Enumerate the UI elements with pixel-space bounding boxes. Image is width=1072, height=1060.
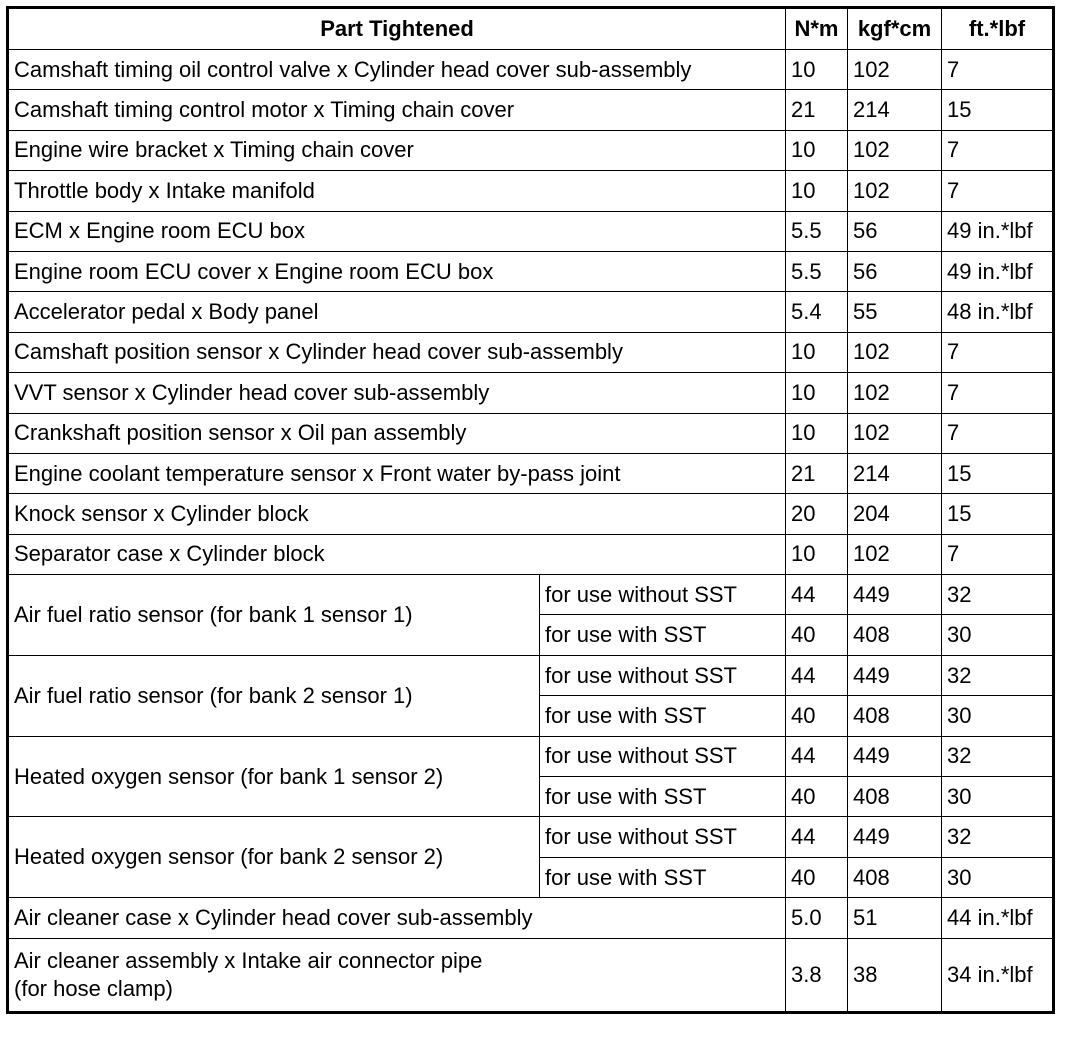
part-cell: Crankshaft position sensor x Oil pan assembly <box>8 413 786 453</box>
table-row <box>8 575 1054 615</box>
ftlbf-cell: 48 in.*lbf <box>942 292 1054 332</box>
table-row <box>8 332 1054 372</box>
part-cell: Engine wire bracket x Timing chain cover <box>8 130 786 170</box>
table-row <box>8 494 1054 534</box>
ftlbf-cell: 34 in.*lbf <box>942 938 1054 1012</box>
nm-cell: 44 <box>786 655 848 695</box>
kgfcm-cell: 449 <box>848 817 942 857</box>
part-cell: Separator case x Cylinder block <box>8 534 786 574</box>
ftlbf-cell: 32 <box>942 575 1054 615</box>
nm-cell: 10 <box>786 332 848 372</box>
table-row <box>8 90 1054 130</box>
kgfcm-cell: 102 <box>848 332 942 372</box>
nm-cell: 10 <box>786 534 848 574</box>
header-nm: N*m <box>786 8 848 50</box>
ftlbf-cell: 30 <box>942 615 1054 655</box>
ftlbf-cell: 15 <box>942 494 1054 534</box>
table-row <box>8 373 1054 413</box>
part-cell: Engine coolant temperature sensor x Front water by-pass joint <box>8 453 786 493</box>
kgfcm-cell: 204 <box>848 494 942 534</box>
condition-cell: for use without SST <box>540 655 786 695</box>
table-row <box>8 171 1054 211</box>
header-part-tightened: Part Tightened <box>8 8 786 50</box>
table-row <box>8 736 1054 776</box>
kgfcm-cell: 55 <box>848 292 942 332</box>
table-row <box>8 453 1054 493</box>
part-cell: Camshaft timing control motor x Timing chain cover <box>8 90 786 130</box>
nm-cell: 40 <box>786 615 848 655</box>
table-row <box>8 251 1054 291</box>
ftlbf-cell: 7 <box>942 171 1054 211</box>
nm-cell: 10 <box>786 130 848 170</box>
nm-cell: 5.5 <box>786 211 848 251</box>
table-row <box>8 938 1054 1012</box>
condition-cell: for use without SST <box>540 575 786 615</box>
part-cell: Air fuel ratio sensor (for bank 2 sensor 1) <box>8 655 540 736</box>
ftlbf-cell: 7 <box>942 50 1054 90</box>
nm-cell: 10 <box>786 171 848 211</box>
nm-cell: 5.0 <box>786 898 848 938</box>
part-cell: Air fuel ratio sensor (for bank 1 sensor 1) <box>8 575 540 656</box>
kgfcm-cell: 102 <box>848 171 942 211</box>
nm-cell: 44 <box>786 575 848 615</box>
condition-cell: for use with SST <box>540 615 786 655</box>
ftlbf-cell: 49 in.*lbf <box>942 211 1054 251</box>
kgfcm-cell: 449 <box>848 575 942 615</box>
part-line-2: (for hose clamp) <box>14 975 173 1001</box>
header-kgfcm: kgf*cm <box>848 8 942 50</box>
ftlbf-cell: 15 <box>942 453 1054 493</box>
part-cell: Heated oxygen sensor (for bank 2 sensor 2) <box>8 817 540 898</box>
ftlbf-cell: 7 <box>942 534 1054 574</box>
part-cell <box>8 938 786 1012</box>
part-cell: Engine room ECU cover x Engine room ECU box <box>8 251 786 291</box>
ftlbf-cell: 44 in.*lbf <box>942 898 1054 938</box>
ftlbf-cell: 30 <box>942 777 1054 817</box>
condition-cell: for use without SST <box>540 817 786 857</box>
nm-cell: 40 <box>786 777 848 817</box>
kgfcm-cell: 56 <box>848 211 942 251</box>
nm-cell: 5.4 <box>786 292 848 332</box>
ftlbf-cell: 7 <box>942 130 1054 170</box>
condition-cell: for use with SST <box>540 857 786 897</box>
part-cell: Accelerator pedal x Body panel <box>8 292 786 332</box>
ftlbf-cell: 30 <box>942 857 1054 897</box>
ftlbf-cell: 7 <box>942 373 1054 413</box>
ftlbf-cell: 7 <box>942 332 1054 372</box>
nm-cell: 10 <box>786 373 848 413</box>
nm-cell: 21 <box>786 90 848 130</box>
table-row <box>8 211 1054 251</box>
table-row <box>8 655 1054 695</box>
table-row <box>8 50 1054 90</box>
kgfcm-cell: 38 <box>848 938 942 1012</box>
part-line-1: Air cleaner assembly x Intake air connector pipe <box>14 947 483 973</box>
part-cell: Heated oxygen sensor (for bank 1 sensor 2) <box>8 736 540 817</box>
ftlbf-cell: 49 in.*lbf <box>942 251 1054 291</box>
kgfcm-cell: 408 <box>848 777 942 817</box>
table-row <box>8 817 1054 857</box>
part-cell: Camshaft timing oil control valve x Cylinder head cover sub-assembly <box>8 50 786 90</box>
kgfcm-cell: 449 <box>848 736 942 776</box>
kgfcm-cell: 102 <box>848 373 942 413</box>
kgfcm-cell: 214 <box>848 453 942 493</box>
ftlbf-cell: 15 <box>942 90 1054 130</box>
nm-cell: 10 <box>786 50 848 90</box>
kgfcm-cell: 449 <box>848 655 942 695</box>
nm-cell: 3.8 <box>786 938 848 1012</box>
ftlbf-cell: 32 <box>942 817 1054 857</box>
ftlbf-cell: 32 <box>942 655 1054 695</box>
nm-cell: 20 <box>786 494 848 534</box>
header-ftlbf: ft.*lbf <box>942 8 1054 50</box>
ftlbf-cell: 7 <box>942 413 1054 453</box>
part-cell: Throttle body x Intake manifold <box>8 171 786 211</box>
nm-cell: 44 <box>786 736 848 776</box>
condition-cell: for use with SST <box>540 777 786 817</box>
table-row <box>8 292 1054 332</box>
kgfcm-cell: 102 <box>848 413 942 453</box>
kgfcm-cell: 408 <box>848 696 942 736</box>
ftlbf-cell: 30 <box>942 696 1054 736</box>
condition-cell: for use without SST <box>540 736 786 776</box>
nm-cell: 40 <box>786 857 848 897</box>
table-row <box>8 534 1054 574</box>
kgfcm-cell: 408 <box>848 615 942 655</box>
part-cell: VVT sensor x Cylinder head cover sub-assembly <box>8 373 786 413</box>
kgfcm-cell: 102 <box>848 534 942 574</box>
kgfcm-cell: 102 <box>848 50 942 90</box>
nm-cell: 40 <box>786 696 848 736</box>
table-body <box>8 50 1054 1013</box>
condition-cell: for use with SST <box>540 696 786 736</box>
table-row <box>8 413 1054 453</box>
ftlbf-cell: 32 <box>942 736 1054 776</box>
kgfcm-cell: 214 <box>848 90 942 130</box>
table-row <box>8 898 1054 938</box>
kgfcm-cell: 102 <box>848 130 942 170</box>
part-cell: Knock sensor x Cylinder block <box>8 494 786 534</box>
part-cell: ECM x Engine room ECU box <box>8 211 786 251</box>
table-header-row <box>8 8 1054 50</box>
nm-cell: 44 <box>786 817 848 857</box>
kgfcm-cell: 408 <box>848 857 942 897</box>
kgfcm-cell: 51 <box>848 898 942 938</box>
nm-cell: 5.5 <box>786 251 848 291</box>
nm-cell: 10 <box>786 413 848 453</box>
table-row <box>8 130 1054 170</box>
torque-spec-table <box>6 6 1055 1014</box>
part-cell: Camshaft position sensor x Cylinder head cover sub-assembly <box>8 332 786 372</box>
nm-cell: 21 <box>786 453 848 493</box>
kgfcm-cell: 56 <box>848 251 942 291</box>
part-cell: Air cleaner case x Cylinder head cover sub-assembly <box>8 898 786 938</box>
